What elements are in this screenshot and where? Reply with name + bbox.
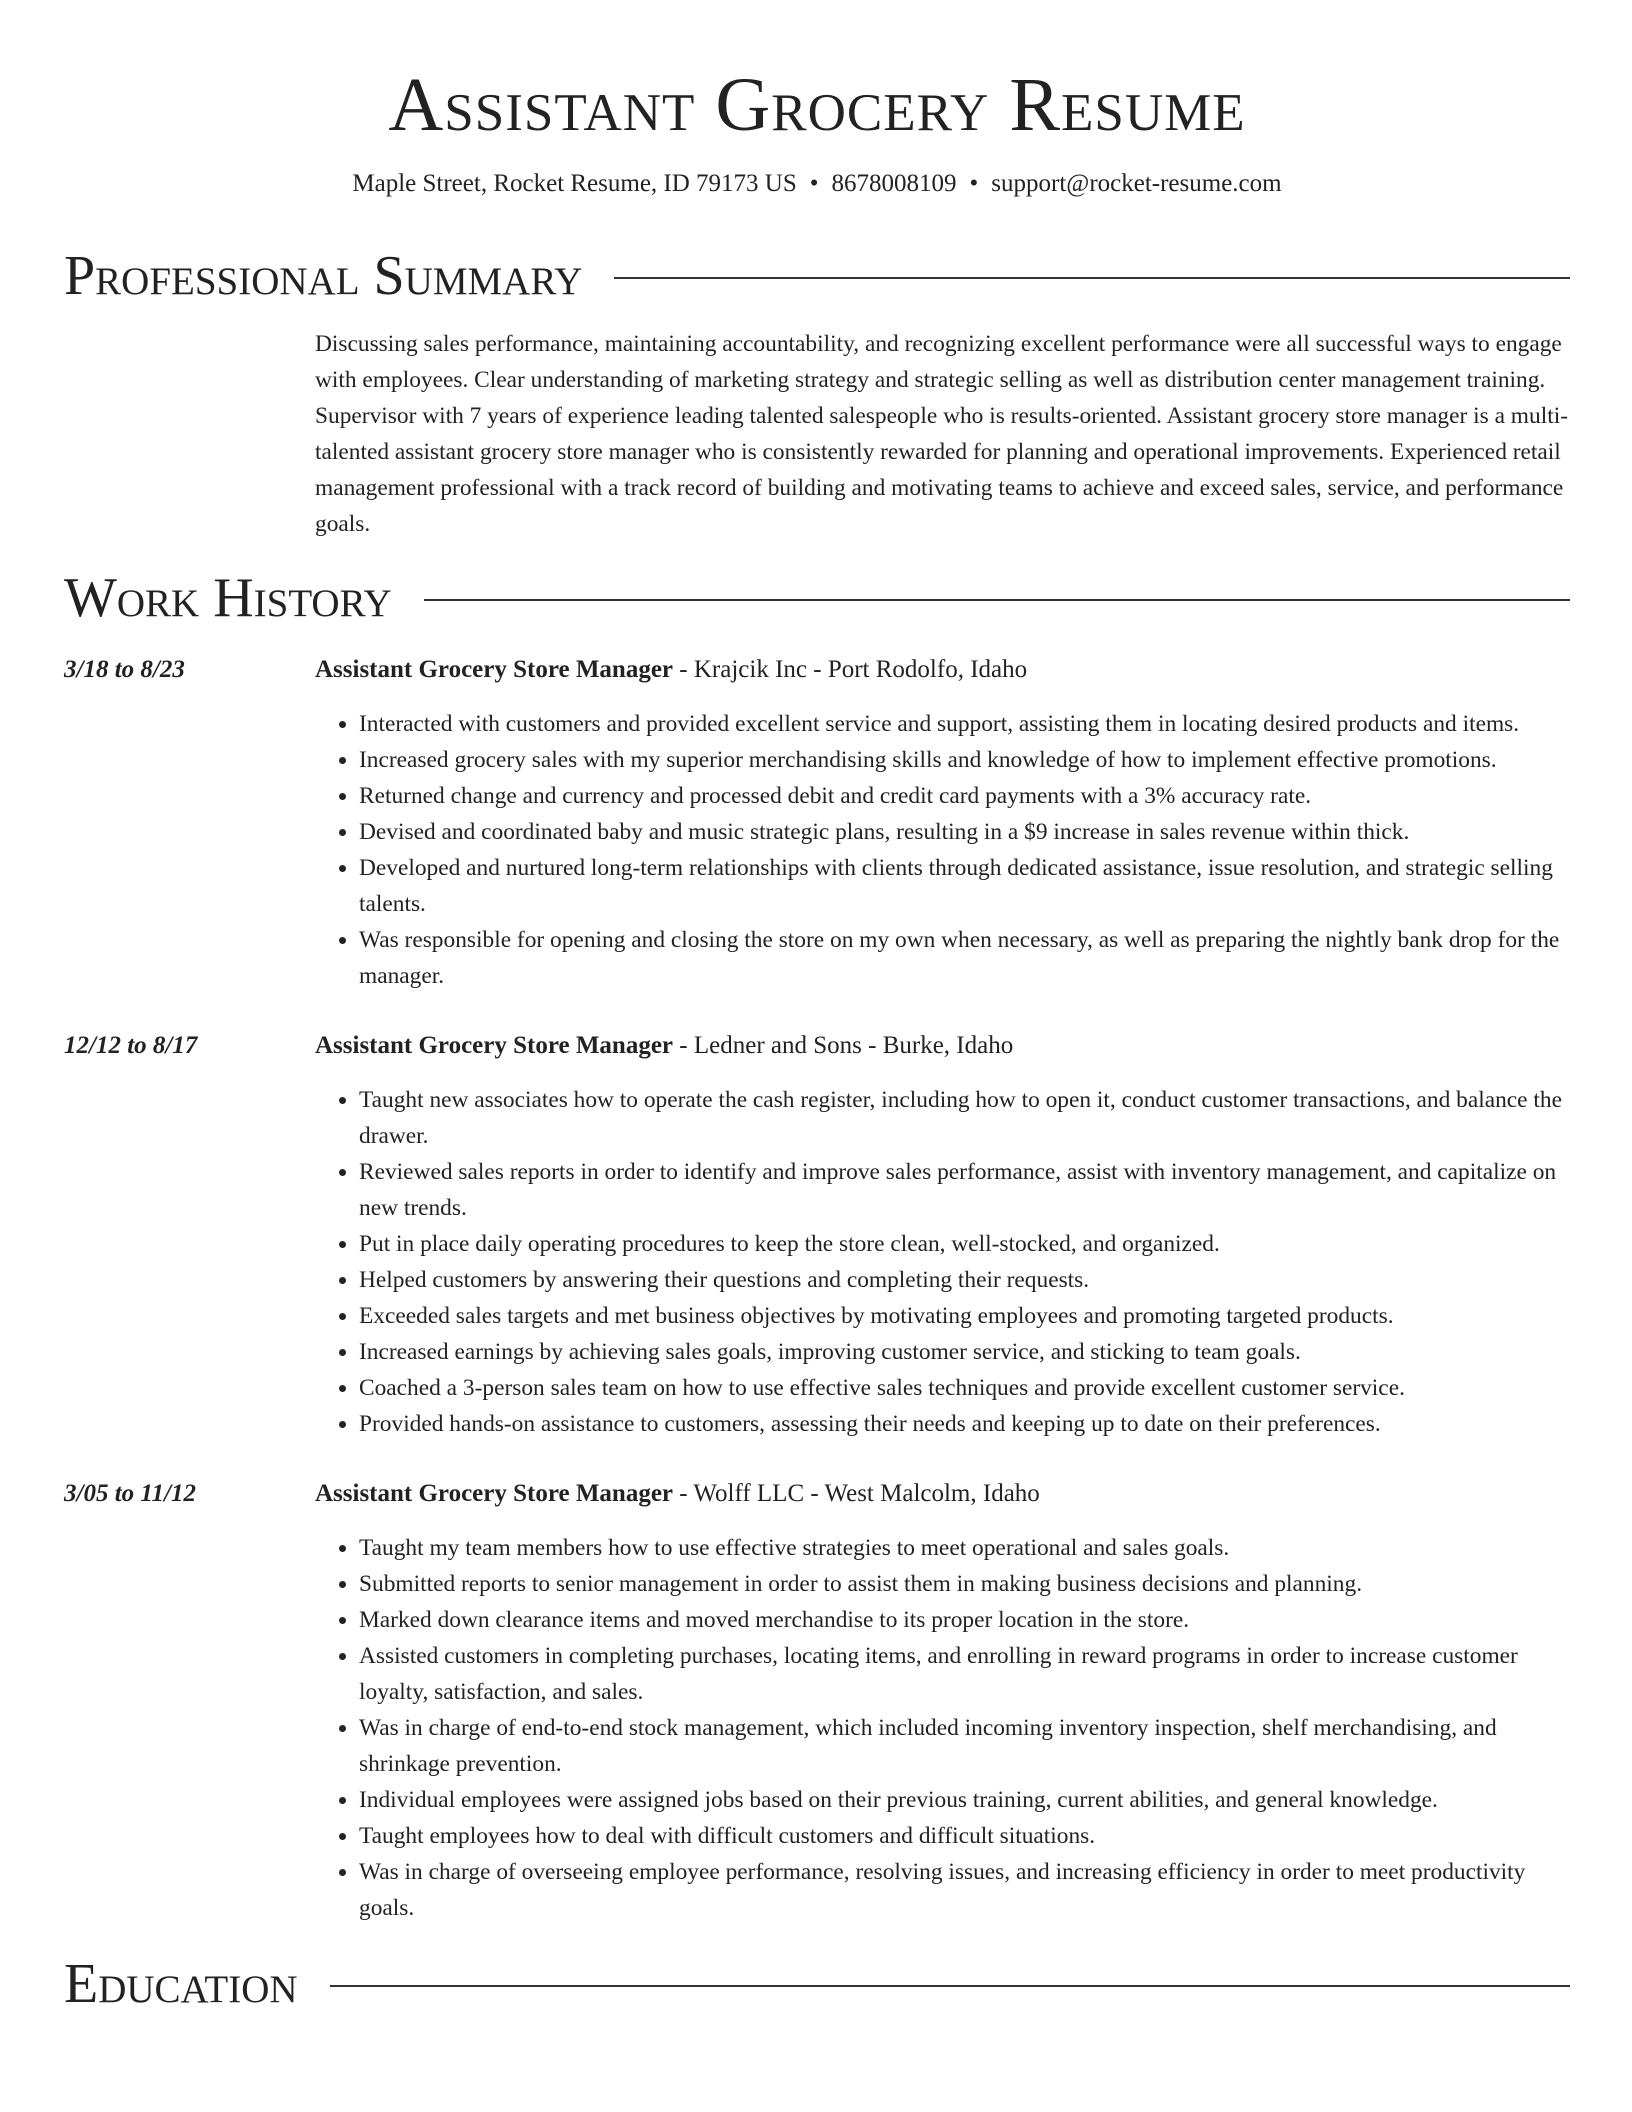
job-bullet: • Was in charge of overseeing employee performance, resolving issues, and increasing efficiency in order to meet productivity goals. xyxy=(359,1854,1570,1926)
job-bullet: • Increased grocery sales with my superior merchandising skills and knowledge of how to implement effective promotions. xyxy=(359,742,1570,778)
contact-phone: 8678008109 xyxy=(831,170,957,197)
job-bullet: • Increased earnings by achieving sales goals, improving customer service, and sticking to team goals. xyxy=(359,1334,1570,1370)
section-divider xyxy=(330,1985,1570,1987)
resume-title: Assistant Grocery Resume xyxy=(388,63,1246,147)
job-bullet: • Helped customers by answering their questions and completing their requests. xyxy=(359,1262,1570,1298)
contact-email: support@rocket-resume.com xyxy=(991,170,1282,197)
resume-page xyxy=(64,0,1570,2016)
job-body xyxy=(315,652,1570,994)
job-bullet: • Taught new associates how to operate the cash register, including how to open it, conduct customer transactions, and balance the drawer. xyxy=(359,1082,1570,1154)
section-divider xyxy=(614,277,1570,279)
section-divider xyxy=(424,599,1570,601)
job-bullet: • Exceeded sales targets and met business objectives by motivating employees and promoting targeted products. xyxy=(359,1298,1570,1334)
job-bullet: • Put in place daily operating procedures to keep the store clean, well-stocked, and organized. xyxy=(359,1226,1570,1262)
job-dates: 3/18 to 8/23 xyxy=(64,656,185,683)
job-employer-location: - Ledner and Sons - Burke, Idaho xyxy=(673,1032,1014,1059)
education-section-header xyxy=(64,1952,1570,2016)
job-title: Assistant Grocery Store Manager xyxy=(315,1032,674,1059)
job-bullet: • Devised and coordinated baby and music strategic plans, resulting in a $9 increase in sales revenue within thick. xyxy=(359,814,1570,850)
job-dates: 12/12 to 8/17 xyxy=(64,1032,198,1059)
job-heading xyxy=(315,652,1570,688)
contact-separator: • xyxy=(809,170,819,197)
job-employer-location: - Wolff LLC - West Malcolm, Idaho xyxy=(673,1480,1040,1507)
job-title: Assistant Grocery Store Manager xyxy=(315,656,674,683)
contact-line xyxy=(64,168,1570,200)
job-bullet: • Individual employees were assigned jobs based on their previous training, current abilities, and general knowledge. xyxy=(359,1782,1570,1818)
job-title: Assistant Grocery Store Manager xyxy=(315,1480,674,1507)
summary-section-header xyxy=(64,244,1570,308)
job-bullet: • Reviewed sales reports in order to identify and improve sales performance, assist with inventory management, and capitalize on new trends. xyxy=(359,1154,1570,1226)
job-body xyxy=(315,1476,1570,1926)
job-bullet: • Returned change and currency and processed debit and credit card payments with a 3% accuracy rate. xyxy=(359,778,1570,814)
job-bullet: • Developed and nurtured long-term relationships with clients through dedicated assistance, issue resolution, and strategic selling talents. xyxy=(359,850,1570,922)
job-bullet: • Marked down clearance items and moved merchandise to its proper location in the store. xyxy=(359,1602,1570,1638)
contact-address: Maple Street, Rocket Resume, ID 79173 US xyxy=(352,170,797,197)
job-employer-location: - Krajcik Inc - Port Rodolfo, Idaho xyxy=(673,656,1028,683)
job-bullet: • Assisted customers in completing purchases, locating items, and enrolling in reward programs in order to increase customer loyalty, satisfaction, and sales. xyxy=(359,1638,1570,1710)
job-bullet: • Was in charge of end-to-end stock management, which included incoming inventory inspection, shelf merchandising, and shrinkage prevention. xyxy=(359,1710,1570,1782)
contact-separator: • xyxy=(969,170,979,197)
section-title-work-history: Work History xyxy=(64,567,392,629)
job-entry xyxy=(64,1028,1570,1442)
job-heading xyxy=(315,1028,1570,1064)
job-bullet: • Submitted reports to senior management in order to assist them in making business decisions and planning. xyxy=(359,1566,1570,1602)
job-heading xyxy=(315,1476,1570,1512)
job-bullet: • Interacted with customers and provided excellent service and support, assisting them in locating desired products and items. xyxy=(359,706,1570,742)
job-bullet: • Was responsible for opening and closing the store on my own when necessary, as well as preparing the nightly bank drop for the manager. xyxy=(359,922,1570,994)
job-dates: 3/05 to 11/12 xyxy=(64,1480,196,1507)
job-bullets xyxy=(315,1082,1570,1442)
job-bullet: • Taught employees how to deal with difficult customers and difficult situations. xyxy=(359,1818,1570,1854)
job-bullets xyxy=(315,1530,1570,1926)
section-title-education: Education xyxy=(64,1953,298,2015)
job-entry xyxy=(64,652,1570,994)
job-bullet: • Taught my team members how to use effective strategies to meet operational and sales goals. xyxy=(359,1530,1570,1566)
job-body xyxy=(315,1028,1570,1442)
summary-text: Discussing sales performance, maintaining accountability, and recognizing excellent performance were all successful ways to engage with employees. Clear understanding of marketing strategy and strategic selling as well as distribution center management training. Supervisor with 7 years of experience leading talented salespeople who is results-oriented. Assistant grocery store manager is a multi-talented assistant grocery store manager who is consistently rewarded for planning and operational improvements. Experienced retail management professional with a track record of building and motivating teams to achieve and exceed sales, service, and performance goals. xyxy=(315,331,1568,537)
job-bullet: • Provided hands-on assistance to customers, assessing their needs and keeping up to date on their preferences. xyxy=(359,1406,1570,1442)
job-entry xyxy=(64,1476,1570,1926)
section-title-summary: Professional Summary xyxy=(64,245,583,307)
job-bullet: • Coached a 3-person sales team on how to use effective sales techniques and provide excellent customer service. xyxy=(359,1370,1570,1406)
job-bullets xyxy=(315,706,1570,994)
work-history-section-header xyxy=(64,566,1570,630)
